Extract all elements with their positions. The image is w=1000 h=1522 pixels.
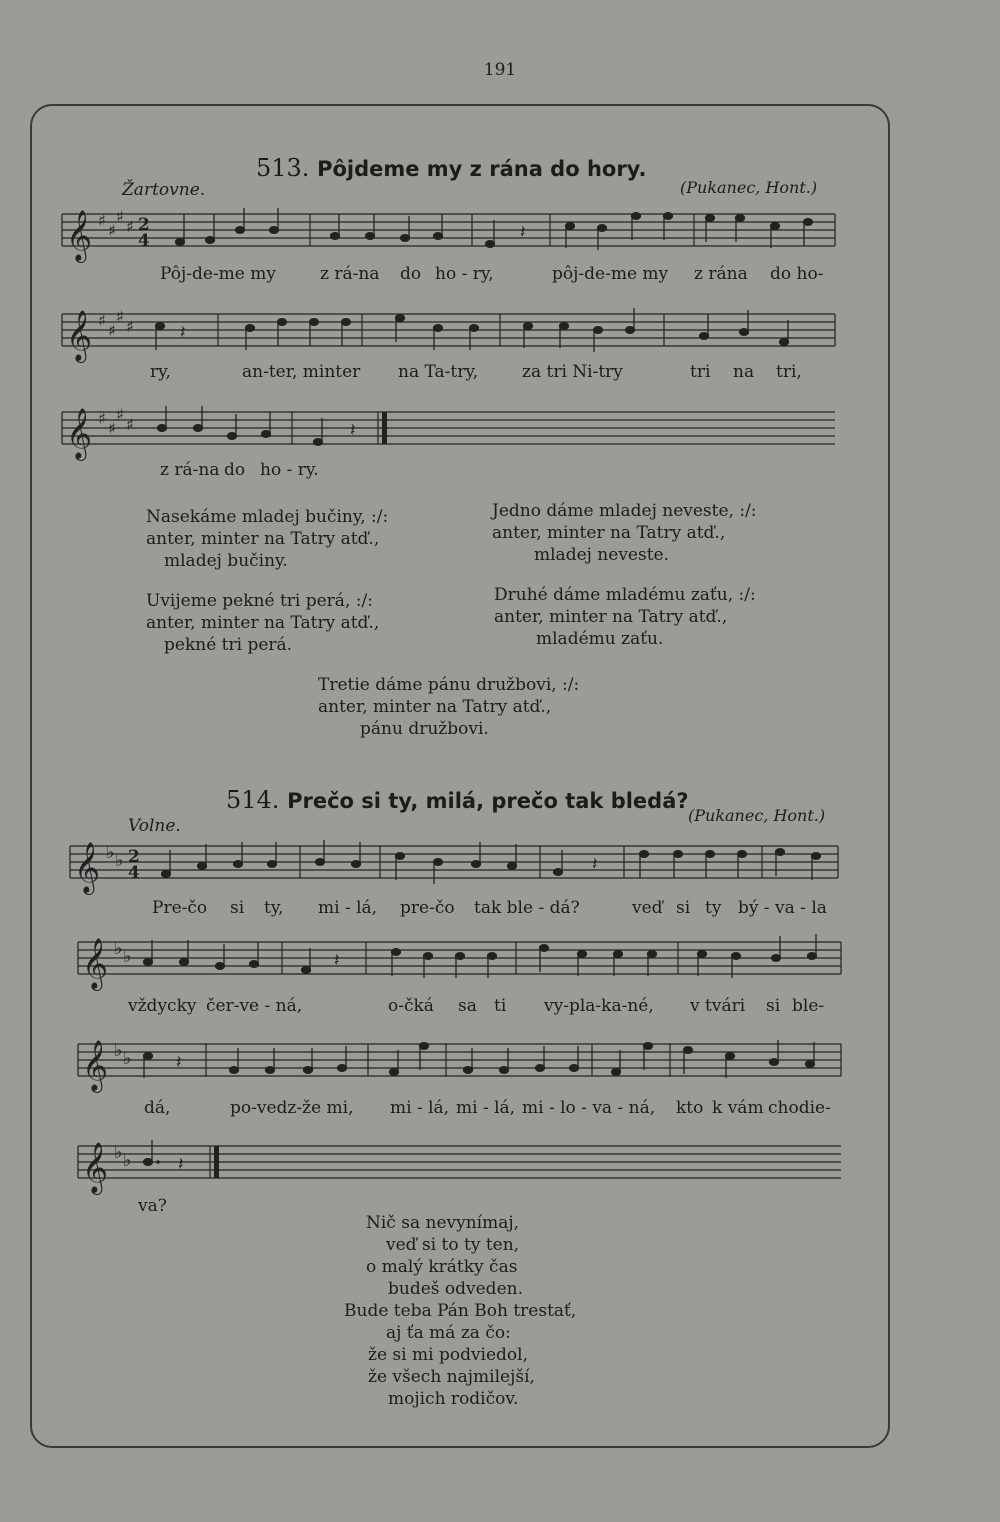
treble-clef-icon: 𝄞	[66, 310, 93, 361]
svg-text:♭: ♭	[106, 842, 115, 863]
svg-text:♭: ♭	[114, 938, 123, 959]
poem-line: aj ťa má za čo:	[386, 1323, 511, 1343]
lyric-syllable: vždycky	[128, 996, 197, 1016]
poem-line: Nič sa nevynímaj,	[366, 1213, 520, 1233]
lyric-syllable: ty,	[264, 898, 284, 918]
song-513-title	[256, 154, 646, 182]
stanza-line: pekné tri perá.	[164, 635, 293, 655]
lyric-syllable: z rána	[694, 264, 748, 284]
svg-text:♭: ♭	[114, 1142, 123, 1163]
svg-text:♯: ♯	[116, 307, 124, 326]
song-name: Pôjdeme my z rána do hory.	[317, 157, 647, 181]
svg-text:4: 4	[128, 863, 140, 883]
poem-line: budeš odveden.	[388, 1279, 523, 1299]
song-number: 513.	[256, 154, 310, 182]
lyric-syllable: sa	[458, 996, 477, 1016]
music-staff	[60, 398, 840, 468]
stanza-line: mladému zaťu.	[536, 629, 664, 649]
stanza	[146, 506, 388, 572]
svg-text:♯: ♯	[98, 311, 106, 330]
lyric-syllable: za tri Ni-try	[522, 362, 623, 382]
poem	[344, 1212, 576, 1410]
lyric-syllable: na	[733, 362, 755, 382]
svg-text:♯: ♯	[108, 221, 116, 240]
stanza-line: anter, minter na Tatry atď.,	[318, 697, 552, 717]
lyrics-line	[0, 264, 1000, 288]
lyrics-line	[0, 996, 1000, 1020]
svg-text:♭: ♭	[123, 1048, 132, 1069]
svg-text:4: 4	[138, 231, 150, 251]
stanza	[494, 584, 756, 650]
lyric-syllable: tri,	[776, 362, 802, 382]
lyric-syllable: tri	[690, 362, 711, 382]
music-staff	[68, 832, 843, 902]
treble-clef-icon: 𝄞	[82, 1040, 109, 1091]
poem-line: veď si to ty ten,	[386, 1235, 520, 1255]
svg-text:2: 2	[128, 847, 140, 867]
treble-clef-icon: 𝄞	[66, 408, 93, 459]
svg-text:♯: ♯	[126, 415, 134, 434]
lyric-syllable: ty	[705, 898, 722, 918]
poem-line: o malý krátky čas	[366, 1257, 518, 1277]
stanza	[146, 590, 379, 656]
tempo-marking: Žartovne.	[122, 180, 206, 200]
svg-text:♯: ♯	[126, 317, 134, 336]
lyric-syllable: mi - lá,	[456, 1098, 516, 1118]
lyric-syllable: čer-ve - ná,	[206, 996, 303, 1016]
music-staff	[60, 200, 840, 270]
music-staff	[76, 1030, 846, 1100]
svg-text:♯: ♯	[98, 211, 106, 230]
lyric-syllable: an-ter, minter	[242, 362, 361, 382]
lyric-syllable: do ho-	[770, 264, 824, 284]
lyric-syllable: si	[676, 898, 691, 918]
poem-line: mojich rodičov.	[388, 1389, 519, 1409]
lyric-syllable: tak ble - dá?	[474, 898, 580, 918]
treble-clef-icon: 𝄞	[82, 1142, 109, 1193]
svg-text:𝄽: 𝄽	[520, 222, 526, 243]
lyric-syllable: ry,	[150, 362, 171, 382]
song-514-title	[226, 786, 689, 814]
lyric-syllable: na Ta-try,	[398, 362, 479, 382]
stanza-line: Druhé dáme mladému zaťu, :/:	[494, 585, 756, 605]
stanza-line: anter, minter na Tatry atď.,	[494, 607, 728, 627]
lyric-syllable: kto	[676, 1098, 704, 1118]
svg-text:♯: ♯	[126, 217, 134, 236]
svg-text:♭: ♭	[123, 946, 132, 967]
lyrics-line	[0, 362, 1000, 386]
treble-clef-icon: 𝄞	[66, 210, 93, 261]
stanza	[318, 674, 579, 740]
lyric-syllable: Pre-čo	[152, 898, 208, 918]
lyric-syllable: ble-	[792, 996, 825, 1016]
music-staff	[76, 928, 846, 998]
lyric-syllable: Pôj-de-me my	[160, 264, 276, 284]
svg-text:♯: ♯	[108, 321, 116, 340]
poem-line: že si mi podviedol,	[368, 1345, 529, 1365]
stanza-line: Nasekáme mladej bučiny, :/:	[146, 507, 389, 527]
svg-text:𝄽: 𝄽	[350, 420, 356, 441]
lyric-syllable: dá,	[144, 1098, 171, 1118]
stanza-line: pánu družbovi.	[360, 719, 489, 739]
stanza-line: Uvijeme pekné tri perá, :/:	[146, 591, 373, 611]
stanza-line: anter, minter na Tatry atď.,	[146, 613, 380, 633]
stanza-line: anter, minter na Tatry atď.,	[146, 529, 380, 549]
stanza-line: anter, minter na Tatry atď.,	[492, 523, 726, 543]
stanza-line: mladej bučiny.	[164, 551, 288, 571]
lyric-syllable: si	[766, 996, 781, 1016]
poem-line: že všech najmilejší,	[368, 1367, 535, 1387]
page-number: 191	[483, 60, 517, 80]
treble-clef-icon: 𝄞	[82, 938, 109, 989]
lyric-syllable: po-vedz-že mi,	[230, 1098, 354, 1118]
svg-text:♯: ♯	[116, 405, 124, 424]
tempo-marking: Volne.	[128, 816, 181, 836]
music-staff	[76, 1132, 846, 1202]
lyric-syllable: si	[230, 898, 245, 918]
svg-text:𝄽: 𝄽	[592, 854, 598, 875]
lyric-syllable: z rá-na	[320, 264, 380, 284]
stanza-line: mladej neveste.	[534, 545, 670, 565]
svg-text:♭: ♭	[123, 1150, 132, 1171]
source-note: (Pukanec, Hont.)	[688, 806, 826, 825]
lyric-syllable: chodie-	[768, 1098, 831, 1118]
song-number: 514.	[226, 786, 280, 814]
lyric-syllable: mi - lo - va - ná,	[522, 1098, 656, 1118]
lyric-syllable: va?	[138, 1196, 167, 1216]
svg-text:♯: ♯	[108, 419, 116, 438]
poem-line: Bude teba Pán Boh trestať,	[344, 1301, 577, 1321]
lyrics-line	[0, 460, 1000, 484]
lyric-syllable: v tvári	[690, 996, 746, 1016]
lyric-syllable: mi - lá,	[390, 1098, 450, 1118]
svg-text:♯: ♯	[98, 409, 106, 428]
svg-text:2: 2	[138, 215, 150, 235]
svg-text:𝄽: 𝄽	[334, 950, 340, 971]
lyric-syllable: o-čká	[388, 996, 434, 1016]
music-staff	[60, 300, 840, 370]
svg-text:♭: ♭	[114, 1040, 123, 1061]
lyric-syllable: z rá-na	[160, 460, 220, 480]
svg-text:♭: ♭	[115, 850, 124, 871]
lyric-syllable: bý - va - la	[738, 898, 827, 918]
lyric-syllable: mi - lá,	[318, 898, 378, 918]
svg-text:𝄽: 𝄽	[176, 1052, 182, 1073]
lyric-syllable: do	[400, 264, 422, 284]
lyric-syllable: veď	[632, 898, 663, 918]
lyric-syllable: k vám	[712, 1098, 764, 1118]
stanza-line: Jedno dáme mladej neveste, :/:	[492, 501, 757, 521]
source-note: (Pukanec, Hont.)	[680, 178, 818, 197]
lyric-syllable: ho - ry.	[260, 460, 319, 480]
stanza	[492, 500, 757, 566]
lyric-syllable: pôj-de-me my	[552, 264, 669, 284]
lyric-syllable: do	[224, 460, 246, 480]
song-name: Prečo si ty, milá, prečo tak bledá?	[287, 789, 689, 813]
stanza-line: Tretie dáme pánu družbovi, :/:	[318, 675, 580, 695]
lyric-syllable: ti	[494, 996, 507, 1016]
svg-text:♯: ♯	[116, 207, 124, 226]
treble-clef-icon: 𝄞	[74, 842, 101, 893]
lyrics-line	[0, 1098, 1000, 1122]
lyric-syllable: ho - ry,	[435, 264, 494, 284]
lyric-syllable: vy-pla-ka-né,	[544, 996, 654, 1016]
lyric-syllable: pre-čo	[400, 898, 455, 918]
svg-text:𝄽: 𝄽	[178, 1154, 184, 1175]
svg-text:𝄽: 𝄽	[180, 322, 186, 343]
lyrics-line	[0, 898, 1000, 922]
